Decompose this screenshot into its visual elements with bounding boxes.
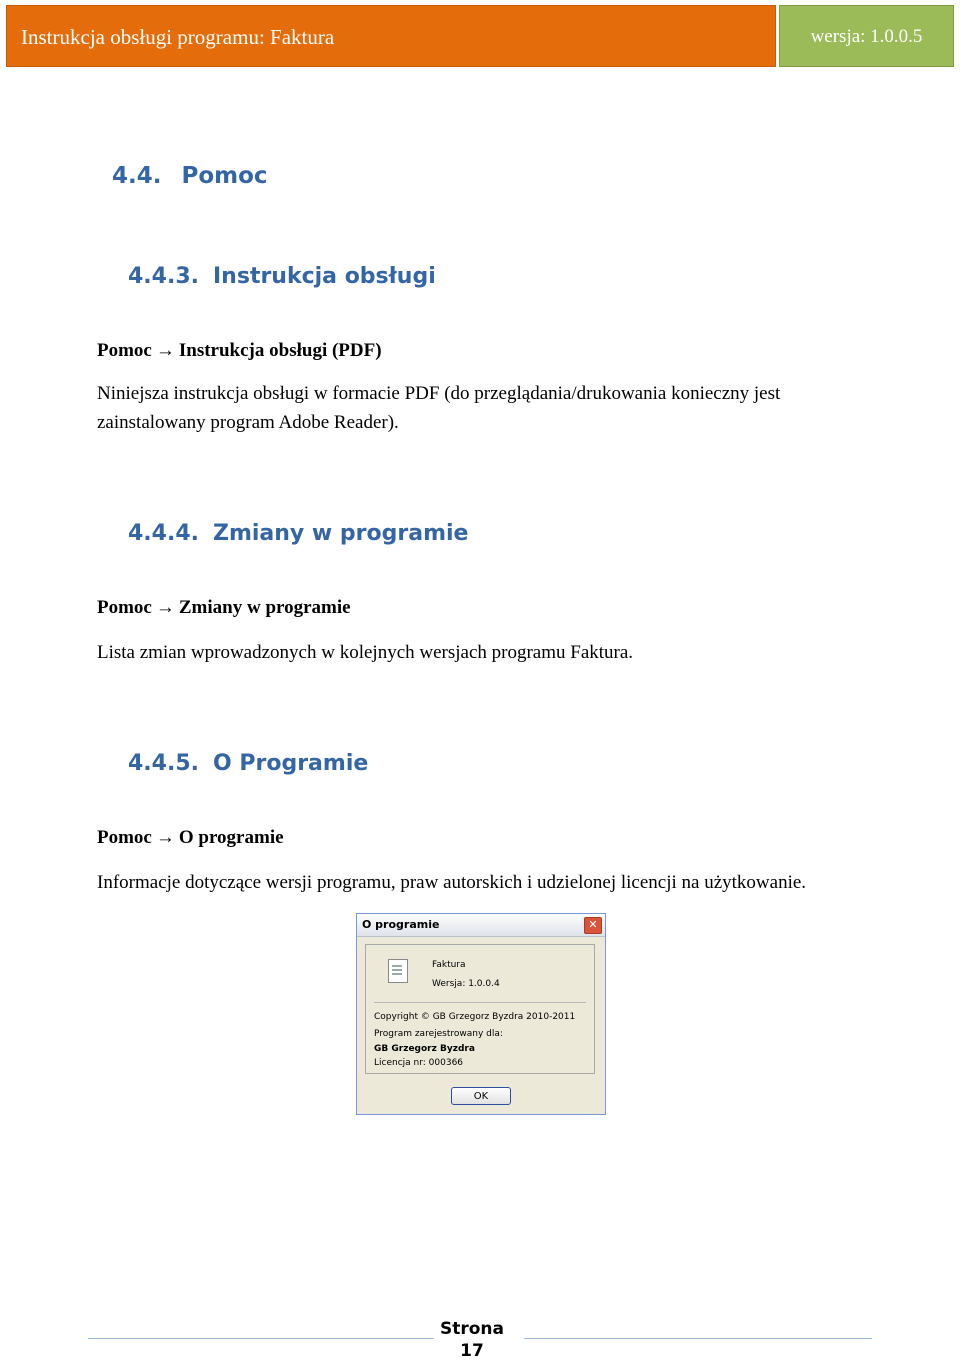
dialog-version: Wersja: 1.0.0.4: [432, 979, 500, 989]
menu-path-to: O programie: [178, 827, 284, 848]
subsection-heading: [128, 264, 436, 289]
about-dialog-screenshot: [356, 913, 606, 1115]
footer-rule-right: [524, 1338, 872, 1339]
subsection-title: O Programie: [213, 751, 369, 776]
document-header: [6, 5, 954, 69]
menu-path-from: Pomoc: [97, 340, 152, 361]
subsection-heading: [128, 751, 368, 776]
right-arrow-icon: →: [155, 597, 175, 618]
subsection-number: 4.4.3.: [128, 264, 199, 289]
subsection-number: 4.4.5.: [128, 751, 199, 776]
subsection-description: Niniejsza instrukcja obsługi w formacie PDF (do przeglądania/drukowania konieczny jest zainstalowany program Adobe Reader).: [97, 383, 781, 433]
menu-path: [97, 827, 284, 849]
dialog-title: O programie: [362, 918, 440, 931]
subsection-description: Lista zmian wprowadzonych w kolejnych wersjach programu Faktura.: [97, 642, 634, 663]
ok-button: OK: [451, 1087, 511, 1105]
menu-path-to: Instrukcja obsługi (PDF): [178, 340, 382, 361]
dialog-titlebar: [357, 914, 605, 937]
dialog-app-name: Faktura: [432, 960, 466, 970]
document-icon: [388, 959, 408, 983]
dialog-separator: [374, 1002, 586, 1003]
page-number-value: 17: [460, 1341, 484, 1361]
dialog-registered-label: Program zarejestrowany dla:: [374, 1029, 503, 1039]
dialog-license: Licencja nr: 000366: [374, 1058, 464, 1068]
section-title: Pomoc: [181, 163, 268, 189]
menu-path: [97, 340, 382, 362]
header-version: wersja: 1.0.0.5: [779, 5, 954, 67]
subsection-number: 4.4.4.: [128, 521, 199, 546]
section-number: 4.4.: [112, 163, 162, 189]
header-title: Instrukcja obsługi programu: Faktura: [6, 5, 776, 67]
subsection-heading: [128, 521, 468, 546]
dialog-registered-to: GB Grzegorz Byzdra: [374, 1044, 475, 1054]
right-arrow-icon: →: [155, 340, 175, 361]
subsection-title: Instrukcja obsługi: [213, 264, 436, 289]
close-icon: ✕: [584, 917, 602, 934]
dialog-copyright: Copyright © GB Grzegorz Byzdra 2010-2011: [374, 1012, 576, 1022]
menu-path: [97, 597, 351, 619]
footer-rule-left: [88, 1338, 434, 1339]
dialog-info-panel: [365, 944, 595, 1074]
menu-path-from: Pomoc: [97, 597, 152, 618]
page-label: Strona: [440, 1319, 505, 1339]
right-arrow-icon: →: [155, 827, 175, 848]
section-heading: [112, 163, 268, 189]
menu-path-to: Zmiany w programie: [178, 597, 351, 618]
menu-path-from: Pomoc: [97, 827, 152, 848]
page-number: [440, 1318, 504, 1362]
subsection-title: Zmiany w programie: [213, 521, 469, 546]
subsection-description: Informacje dotyczące wersji programu, praw autorskich i udzielonej licencji na użytkowanie.: [97, 872, 807, 893]
